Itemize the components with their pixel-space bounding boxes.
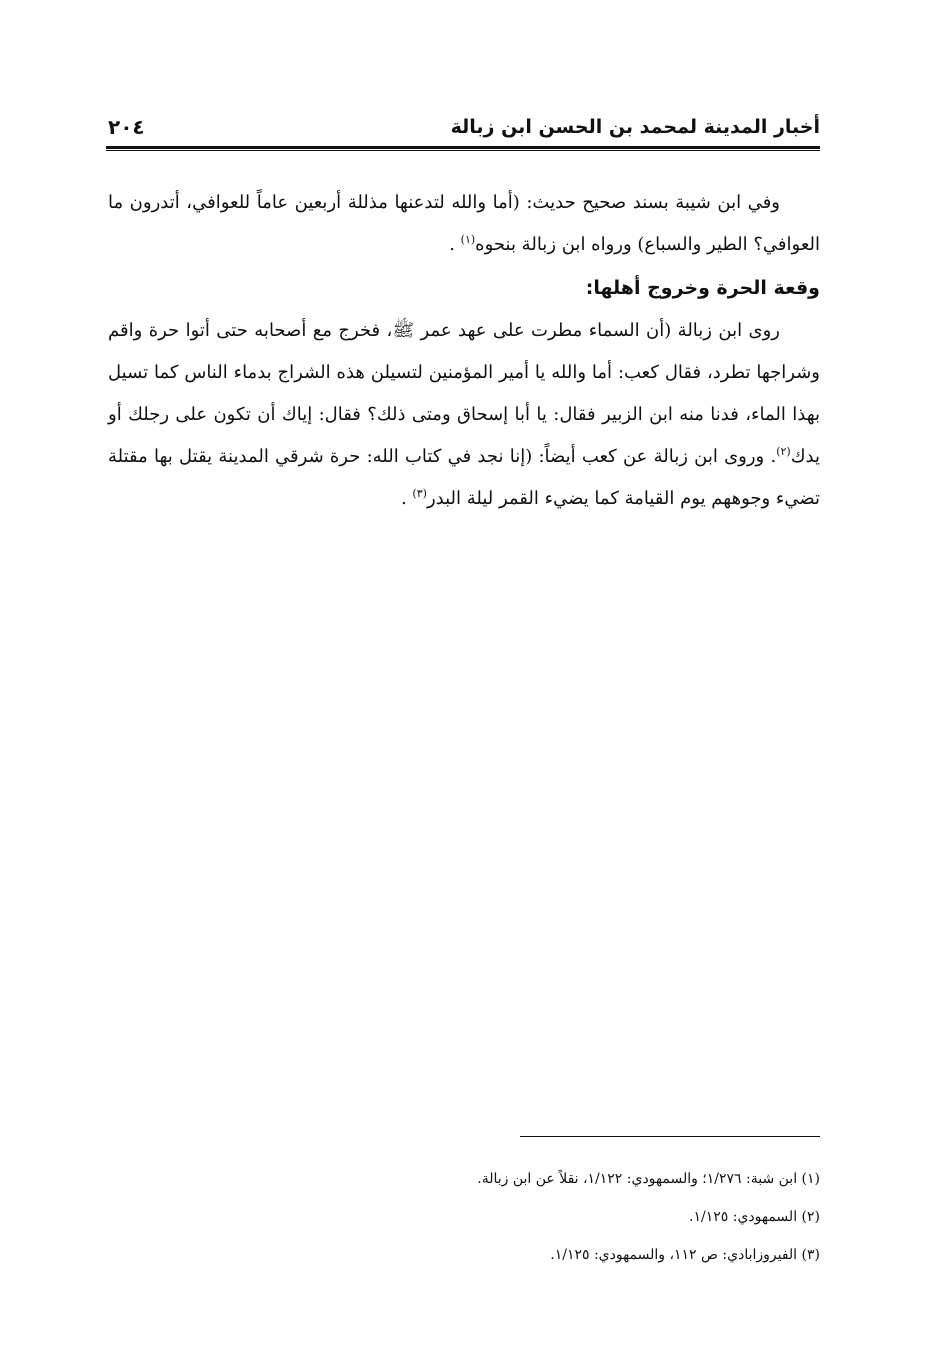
footnotes	[108, 1160, 820, 1274]
section-heading: وقعة الحرة وخروج أهلها:	[585, 277, 820, 299]
footnote-separator	[520, 1136, 820, 1137]
footnote-2: (٢) السمهودي: ١/١٢٥.	[689, 1209, 820, 1225]
paragraph-1-text: وفي ابن شيبة بسند صحيح حديث: (أما والله لتدعنها مذللة أربعين عاماً للعوافي، أتدرون ما العوافي؟ الطير والسباع) ورواه ابن زبالة بنحوه	[108, 192, 820, 255]
footnote-ref-2: (٢)	[776, 445, 791, 458]
period: .	[449, 234, 455, 255]
main-text	[108, 182, 820, 520]
period: .	[400, 488, 407, 509]
paragraph-1	[108, 182, 820, 266]
paragraph-2-text-a: روى ابن زبالة (أن السماء مطرت على عهد عمر ﷺ، فخرج مع أصحابه حتى أتوا حرة واقم وشراجها تطرد، فقال كعب: أما والله يا أمير المؤمنين لتسيلن هذه الشراج بدماء الناس كما تسيل بهذا الماء، فدنا منه ابن الزبير فقال: يا أبا إسحاق ومتى ذلك؟ فقال: إياك أن تكون على رجلك أو يدك	[108, 320, 820, 467]
footnote-3: (٣) الفيروزابادي: ص ١١٢، والسمهودي: ١/١٢٥.	[550, 1247, 820, 1263]
running-title: أخبار المدينة لمحمد بن الحسن ابن زبالة	[450, 116, 820, 138]
paragraph-2	[108, 310, 820, 520]
paragraph-2-text-b: . وروى ابن زبالة عن كعب أيضاً: (إنا نجد في كتاب الله: حرة شرقي المدينة يقتل بها مقتلة تضيء وجوههم يوم القيامة كما يضيء القمر ليلة البدر	[108, 446, 820, 509]
header-rule	[106, 146, 820, 151]
footnote-ref-3: (٣)	[412, 487, 427, 500]
footnote-1: (١) ابن شبة: ١/٢٧٦؛ والسمهودي: ١/١٢٢، نقلاً عن ابن زبالة.	[477, 1171, 820, 1187]
footnote-ref-1: (١)	[460, 233, 476, 246]
page-header	[108, 110, 820, 144]
page-number: ٢٠٤	[108, 115, 145, 139]
